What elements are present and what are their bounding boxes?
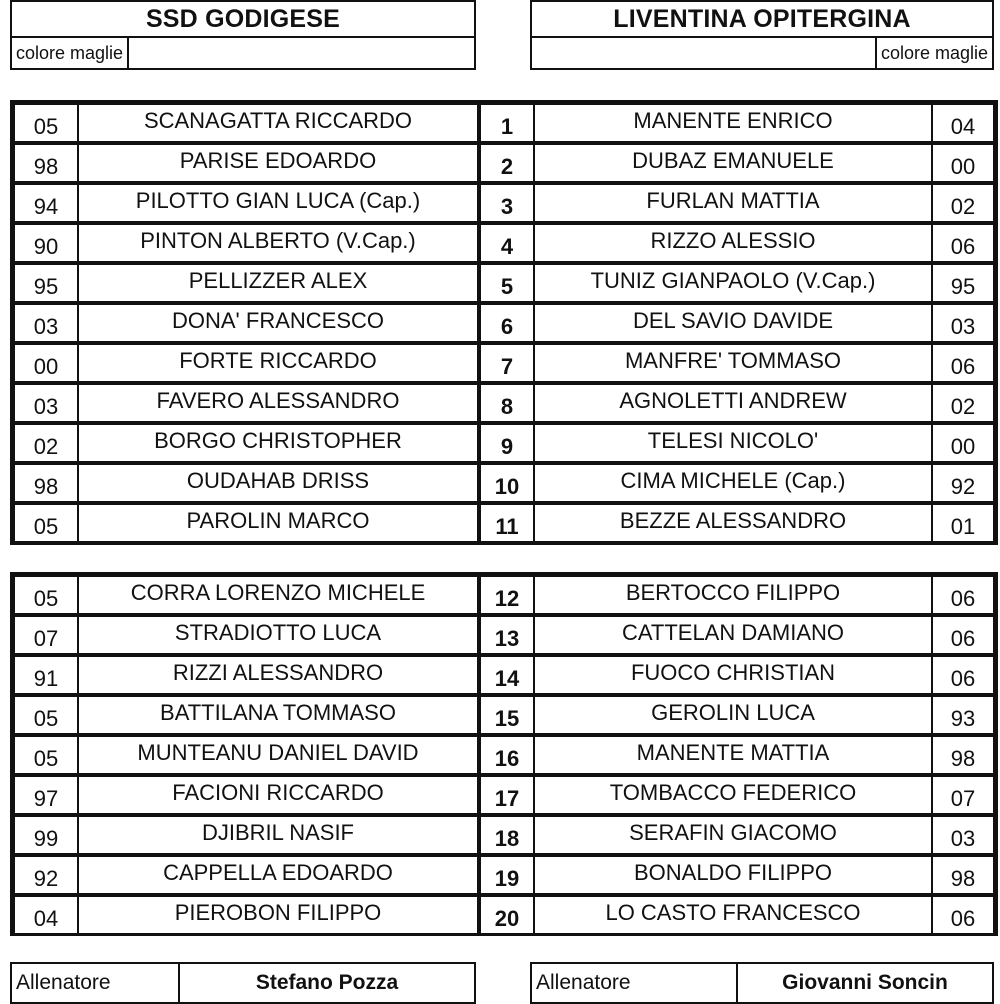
home-player-year: 92 [13, 855, 79, 895]
away-player-name: TELESI NICOLO' [533, 423, 933, 463]
away-jersey-color-row [530, 36, 994, 70]
away-player-name: TOMBACCO FEDERICO [533, 775, 933, 815]
home-player-name: DONA' FRANCESCO [77, 303, 479, 343]
home-player-year: 03 [13, 303, 79, 343]
shirt-number: 20 [479, 895, 535, 935]
shirt-number: 5 [479, 263, 535, 303]
away-player-year: 06 [931, 615, 995, 655]
shirt-number: 12 [479, 575, 535, 615]
away-coach-name: Giovanni Soncin [782, 971, 948, 994]
home-player-year: 07 [13, 615, 79, 655]
home-player-name: DJIBRIL NASIF [77, 815, 479, 855]
away-player-name: BONALDO FILIPPO [533, 855, 933, 895]
home-player-name: PARISE EDOARDO [77, 143, 479, 183]
away-player-year: 07 [931, 775, 995, 815]
home-jersey-color-label: colore maglie [12, 38, 129, 68]
away-player-year: 03 [931, 303, 995, 343]
away-player-name: GEROLIN LUCA [533, 695, 933, 735]
player-row [13, 303, 995, 343]
home-player-year: 05 [13, 575, 79, 615]
player-row [13, 775, 995, 815]
away-player-year: 00 [931, 423, 995, 463]
home-player-name: BATTILANA TOMMASO [77, 695, 479, 735]
home-coach-name: Stefano Pozza [255, 971, 399, 994]
away-player-year: 00 [931, 143, 995, 183]
shirt-number: 13 [479, 615, 535, 655]
shirt-number: 16 [479, 735, 535, 775]
player-row [13, 143, 995, 183]
away-player-year: 04 [931, 103, 995, 143]
shirt-number: 10 [479, 463, 535, 503]
home-player-year: 05 [13, 103, 79, 143]
home-player-name: PIEROBON FILIPPO [77, 895, 479, 935]
home-player-year: 91 [13, 655, 79, 695]
away-player-name: DUBAZ EMANUELE [533, 143, 933, 183]
shirt-number: 3 [479, 183, 535, 223]
away-player-year: 06 [931, 895, 995, 935]
home-player-name: MUNTEANU DANIEL DAVID [77, 735, 479, 775]
away-player-name: TUNIZ GIANPAOLO (V.Cap.) [533, 263, 933, 303]
player-row [13, 895, 995, 935]
shirt-number: 11 [479, 503, 535, 543]
away-player-name: DEL SAVIO DAVIDE [533, 303, 933, 343]
home-jersey-color-row [10, 36, 476, 70]
away-player-year: 06 [931, 575, 995, 615]
reserves-table [10, 572, 998, 936]
away-player-name: LO CASTO FRANCESCO [533, 895, 933, 935]
away-player-year: 93 [931, 695, 995, 735]
starters-table [10, 100, 998, 545]
player-row [13, 855, 995, 895]
home-player-year: 97 [13, 775, 79, 815]
home-player-name: FAVERO ALESSANDRO [77, 383, 479, 423]
away-player-name: MANFRE' TOMMASO [533, 343, 933, 383]
away-player-year: 06 [931, 343, 995, 383]
home-player-name: FACIONI RICCARDO [77, 775, 479, 815]
away-player-name: FUOCO CHRISTIAN [533, 655, 933, 695]
away-player-year: 03 [931, 815, 995, 855]
away-player-year: 02 [931, 383, 995, 423]
away-jersey-color-label: colore maglie [875, 38, 992, 68]
away-player-name: SERAFIN GIACOMO [533, 815, 933, 855]
player-row [13, 183, 995, 223]
home-player-year: 98 [13, 143, 79, 183]
home-player-year: 94 [13, 183, 79, 223]
player-row [13, 815, 995, 855]
shirt-number: 14 [479, 655, 535, 695]
home-player-year: 02 [13, 423, 79, 463]
home-player-name: CAPPELLA EDOARDO [77, 855, 479, 895]
player-row [13, 655, 995, 695]
away-coach-label: Allenatore [532, 964, 738, 1002]
shirt-number: 1 [479, 103, 535, 143]
home-player-name: BORGO CHRISTOPHER [77, 423, 479, 463]
player-row [13, 103, 995, 143]
away-player-year: 98 [931, 855, 995, 895]
home-player-name: PAROLIN MARCO [77, 503, 479, 543]
home-player-year: 98 [13, 463, 79, 503]
shirt-number: 18 [479, 815, 535, 855]
home-player-year: 05 [13, 735, 79, 775]
home-coach-row [10, 962, 476, 1004]
home-coach-label: Allenatore [12, 964, 180, 1002]
player-row [13, 223, 995, 263]
home-player-name: CORRA LORENZO MICHELE [77, 575, 479, 615]
away-player-name: CIMA MICHELE (Cap.) [533, 463, 933, 503]
shirt-number: 9 [479, 423, 535, 463]
home-player-name: OUDAHAB DRISS [77, 463, 479, 503]
away-player-year: 92 [931, 463, 995, 503]
away-team-name: LIVENTINA OPITERGINA [530, 0, 994, 38]
home-player-name: RIZZI ALESSANDRO [77, 655, 479, 695]
away-player-name: BEZZE ALESSANDRO [533, 503, 933, 543]
home-jersey-color-value [129, 38, 474, 68]
home-player-year: 03 [13, 383, 79, 423]
home-player-year: 99 [13, 815, 79, 855]
player-row [13, 383, 995, 423]
home-player-name: FORTE RICCARDO [77, 343, 479, 383]
away-player-name: MANENTE ENRICO [533, 103, 933, 143]
shirt-number: 6 [479, 303, 535, 343]
away-player-year: 06 [931, 223, 995, 263]
away-player-name: BERTOCCO FILIPPO [533, 575, 933, 615]
player-row [13, 575, 995, 615]
shirt-number: 17 [479, 775, 535, 815]
shirt-number: 15 [479, 695, 535, 735]
player-row [13, 343, 995, 383]
shirt-number: 4 [479, 223, 535, 263]
player-row [13, 463, 995, 503]
player-row [13, 423, 995, 463]
home-player-name: PINTON ALBERTO (V.Cap.) [77, 223, 479, 263]
away-player-name: FURLAN MATTIA [533, 183, 933, 223]
shirt-number: 7 [479, 343, 535, 383]
home-player-year: 90 [13, 223, 79, 263]
home-player-year: 05 [13, 695, 79, 735]
home-player-name: STRADIOTTO LUCA [77, 615, 479, 655]
player-row [13, 735, 995, 775]
home-player-year: 05 [13, 503, 79, 543]
home-player-year: 95 [13, 263, 79, 303]
shirt-number: 2 [479, 143, 535, 183]
shirt-number: 8 [479, 383, 535, 423]
away-player-year: 95 [931, 263, 995, 303]
away-player-name: AGNOLETTI ANDREW [533, 383, 933, 423]
shirt-number: 19 [479, 855, 535, 895]
home-player-year: 04 [13, 895, 79, 935]
home-player-name: PILOTTO GIAN LUCA (Cap.) [77, 183, 479, 223]
player-row [13, 263, 995, 303]
away-player-name: CATTELAN DAMIANO [533, 615, 933, 655]
away-player-name: RIZZO ALESSIO [533, 223, 933, 263]
away-jersey-color-value [532, 38, 875, 68]
home-player-name: PELLIZZER ALEX [77, 263, 479, 303]
player-row [13, 503, 995, 543]
home-team-name: SSD GODIGESE [10, 0, 476, 38]
home-player-name: SCANAGATTA RICCARDO [77, 103, 479, 143]
player-row [13, 615, 995, 655]
away-coach-row [530, 962, 994, 1004]
away-player-year: 01 [931, 503, 995, 543]
away-player-year: 02 [931, 183, 995, 223]
away-player-year: 06 [931, 655, 995, 695]
away-player-year: 98 [931, 735, 995, 775]
away-player-name: MANENTE MATTIA [533, 735, 933, 775]
home-player-year: 00 [13, 343, 79, 383]
player-row [13, 695, 995, 735]
